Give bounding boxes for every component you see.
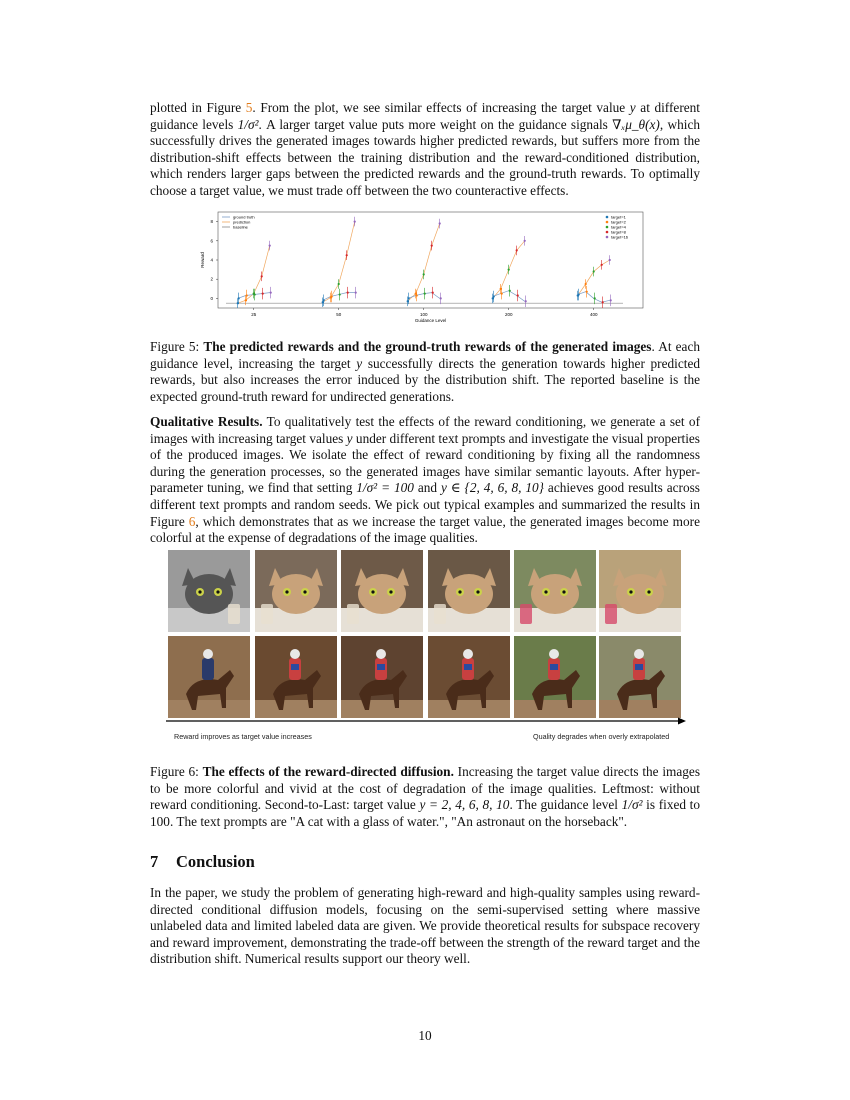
legend-target-swatch — [606, 231, 609, 234]
ground-truth-point — [440, 297, 442, 299]
caption-text: Increasing the target value directs the images to be more colorful and vivid at the cost of degradation of the image qualities. Leftmost: without reward conditioning. Second-to-Last: target value — [150, 764, 700, 813]
astronaut-image-3 — [341, 636, 423, 718]
x-tick-label: 400 — [589, 312, 598, 317]
astronaut-image-6 — [599, 636, 681, 718]
legend-target-swatch — [606, 236, 609, 239]
prediction-point — [609, 259, 611, 261]
cat-image-1 — [168, 550, 250, 632]
prediction-line — [578, 260, 610, 296]
legend-target-swatch — [606, 226, 609, 229]
ground-truth-point — [602, 301, 604, 303]
legend-target-swatch — [606, 216, 609, 219]
arrow-label-left: Reward improves as target value increases — [174, 732, 312, 741]
prediction-point — [346, 254, 348, 256]
legend-target-swatch — [606, 221, 609, 224]
y-tick-label: 6 — [210, 238, 213, 244]
legend-line-label: prediction — [233, 219, 251, 225]
ground-truth-point — [432, 292, 434, 294]
ground-truth-point — [586, 291, 588, 293]
prediction-point — [261, 275, 263, 277]
prediction-point — [516, 249, 518, 251]
ground-truth-point — [408, 297, 410, 299]
text-run: achieves good results across different text prompts and random seeds. We pick out typical examples and summarized the results in Figure — [150, 480, 700, 529]
figure-5-link[interactable]: 5 — [245, 100, 253, 115]
ground-truth-point — [525, 300, 527, 302]
ground-truth-point — [339, 293, 341, 295]
section-title: Conclusion — [176, 852, 255, 871]
ground-truth-point — [254, 293, 256, 295]
prediction-point — [508, 269, 510, 271]
y-tick-label: 0 — [210, 295, 213, 301]
ground-truth-point — [517, 294, 519, 296]
text-run: To qualitatively test the effects of the reward conditioning, we generate a set of images with increasing target values — [150, 414, 701, 446]
intro-paragraph — [150, 100, 700, 200]
text-run: . From the plot, we see similar effects of increasing the target value — [252, 100, 630, 115]
legend-target-label: target=16 — [611, 234, 629, 240]
caption-text: . At each guidance level, increasing the target — [150, 339, 700, 371]
x-tick-label: 50 — [336, 312, 342, 317]
figure-6-link[interactable]: 6 — [188, 513, 196, 529]
caption-text: is fixed to 100. The text prompts are "A cat with a glass of water.", "An astronaut on the horseback". — [150, 797, 701, 829]
ground-truth-point — [501, 293, 503, 295]
caption-label: Figure 6: — [150, 764, 199, 779]
ground-truth-point — [270, 292, 272, 294]
x-tick-label: 100 — [419, 312, 428, 317]
math-expr: 1/σ² = 100 — [356, 480, 414, 496]
math-expr: 1/σ² — [237, 116, 259, 132]
y-tick-label: 2 — [210, 276, 213, 282]
figure-5-chart — [198, 208, 648, 333]
ground-truth-point — [509, 290, 511, 292]
figure-6-image-grid — [166, 550, 686, 750]
prediction-point — [423, 273, 425, 275]
astronaut-image-4 — [428, 636, 510, 718]
text-run: , which demonstrates that as we increase the target value, the generated images become more colorful at the expense of degradations of the image qualities. — [150, 513, 700, 546]
prediction-point — [593, 270, 595, 272]
caption-text: . The guidance level — [509, 797, 622, 813]
prediction-point — [431, 245, 433, 247]
conclusion-paragraph: In the paper, we study the problem of generating high-reward and high-quality samples using reward-directed conditional diffusion models, focusing on the semi-supervised setting where massive unlabeled data and limited labeled data are given. We provide theoretical results for subspace recovery and reward improvement, demonstrating the trade-off between the strength of the reward target and the distribution shift. Numerical results support our theory well. — [150, 885, 700, 967]
caption-bold: The predicted rewards and the ground-truth rewards of the generated images — [203, 339, 652, 354]
astronaut-image-5 — [514, 636, 596, 718]
ground-truth-point — [416, 294, 418, 296]
legend-line-label: baseline — [233, 224, 248, 230]
section-number: 7 — [150, 852, 159, 871]
ground-truth-point — [355, 292, 357, 294]
math-var: y — [346, 430, 353, 446]
y-axis-label: Reward — [200, 252, 205, 268]
text-run: plotted in Figure — [150, 100, 246, 115]
cat-image-4 — [428, 550, 510, 632]
prediction-point — [524, 240, 526, 242]
figure-5-caption — [150, 339, 700, 405]
math-expr: 1/σ² — [621, 797, 643, 813]
prediction-point — [354, 221, 356, 223]
ground-truth-point — [594, 297, 596, 299]
math-expr: y ∈ {2, 4, 6, 8, 10} — [440, 480, 544, 496]
text-run: and — [413, 480, 441, 496]
math-var: y — [629, 100, 636, 115]
astronaut-image-2 — [255, 636, 337, 718]
y-tick-label: 8 — [210, 219, 213, 225]
prediction-point — [601, 264, 603, 266]
x-tick-label: 200 — [504, 312, 513, 317]
text-run: at different guidance levels — [150, 100, 701, 132]
arrow-label-right: Quality degrades when overly extrapolated — [533, 732, 670, 741]
ground-truth-point — [610, 299, 612, 301]
math-expr: y = 2, 4, 6, 8, 10 — [419, 797, 510, 813]
legend-line-label: ground truth — [233, 214, 255, 220]
page-number: 10 — [418, 1028, 432, 1043]
x-tick-label: 25 — [251, 312, 257, 317]
ground-truth-point — [262, 293, 264, 295]
ground-truth-point — [424, 293, 426, 295]
caption-label: Figure 5: — [150, 339, 200, 354]
legend-target-label: target=8 — [611, 229, 626, 235]
ground-truth-point — [246, 294, 248, 296]
ground-truth-point — [493, 295, 495, 297]
x-axis-label: Guidance Level — [414, 318, 447, 323]
caption-bold: The effects of the reward-directed diffusion. — [202, 764, 454, 779]
ground-truth-point — [238, 297, 240, 299]
prediction-point — [338, 283, 340, 285]
ground-truth-point — [578, 293, 580, 295]
caption-text: successfully directs the generation towards higher predicted rewards, but also increases the error induced by the distribution shift. The reported baseline is the expected ground-truth reward for undirected generations. — [150, 355, 700, 404]
cat-image-3 — [341, 550, 423, 632]
section-heading — [150, 852, 255, 872]
progress-arrow — [166, 716, 686, 726]
ground-truth-point — [331, 295, 333, 297]
y-tick-label: 4 — [210, 257, 213, 263]
legend-target-label: target=4 — [611, 224, 626, 230]
qualitative-paragraph — [150, 414, 700, 547]
text-run: . A larger target value puts more weight on the guidance signals — [258, 116, 613, 132]
figure-6-caption — [150, 764, 700, 830]
cat-image-5 — [514, 550, 596, 632]
prediction-point — [585, 283, 587, 285]
prediction-line — [323, 222, 355, 303]
cat-image-6 — [599, 550, 681, 632]
astronaut-image-1 — [168, 636, 250, 718]
math-expr: ∇ₓμ_θ(x) — [612, 116, 660, 132]
prediction-line — [408, 224, 440, 302]
ground-truth-line — [578, 292, 610, 303]
ground-truth-point — [347, 292, 349, 294]
math-var: y — [356, 355, 363, 371]
prediction-point — [439, 222, 441, 224]
cat-image-2 — [255, 550, 337, 632]
legend-target-label: target=2 — [611, 219, 626, 225]
text-run: under different text prompts and investigate the visual properties of the produced images. We isolate the effect of reward conditioning by fixing all the randomness during the generation processes, so the generated images have similar semantic layouts. After hyper-parameter tuning, we find that setting — [150, 430, 700, 496]
legend-target-label: target=1 — [611, 214, 626, 220]
ground-truth-point — [323, 299, 325, 301]
text-run: , which successfully drives the generated images towards higher predicted rewards, but suffers more from the distribution-shift effects between the training distribution and the reward-conditioned distribution, which renders larger gaps between the predicted rewards and the ground-truth rewards. To optimally choose a target value, we must trade off between the two counteractive effects. — [150, 116, 700, 198]
prediction-point — [269, 245, 271, 247]
paragraph-heading: Qualitative Results. — [150, 414, 263, 429]
